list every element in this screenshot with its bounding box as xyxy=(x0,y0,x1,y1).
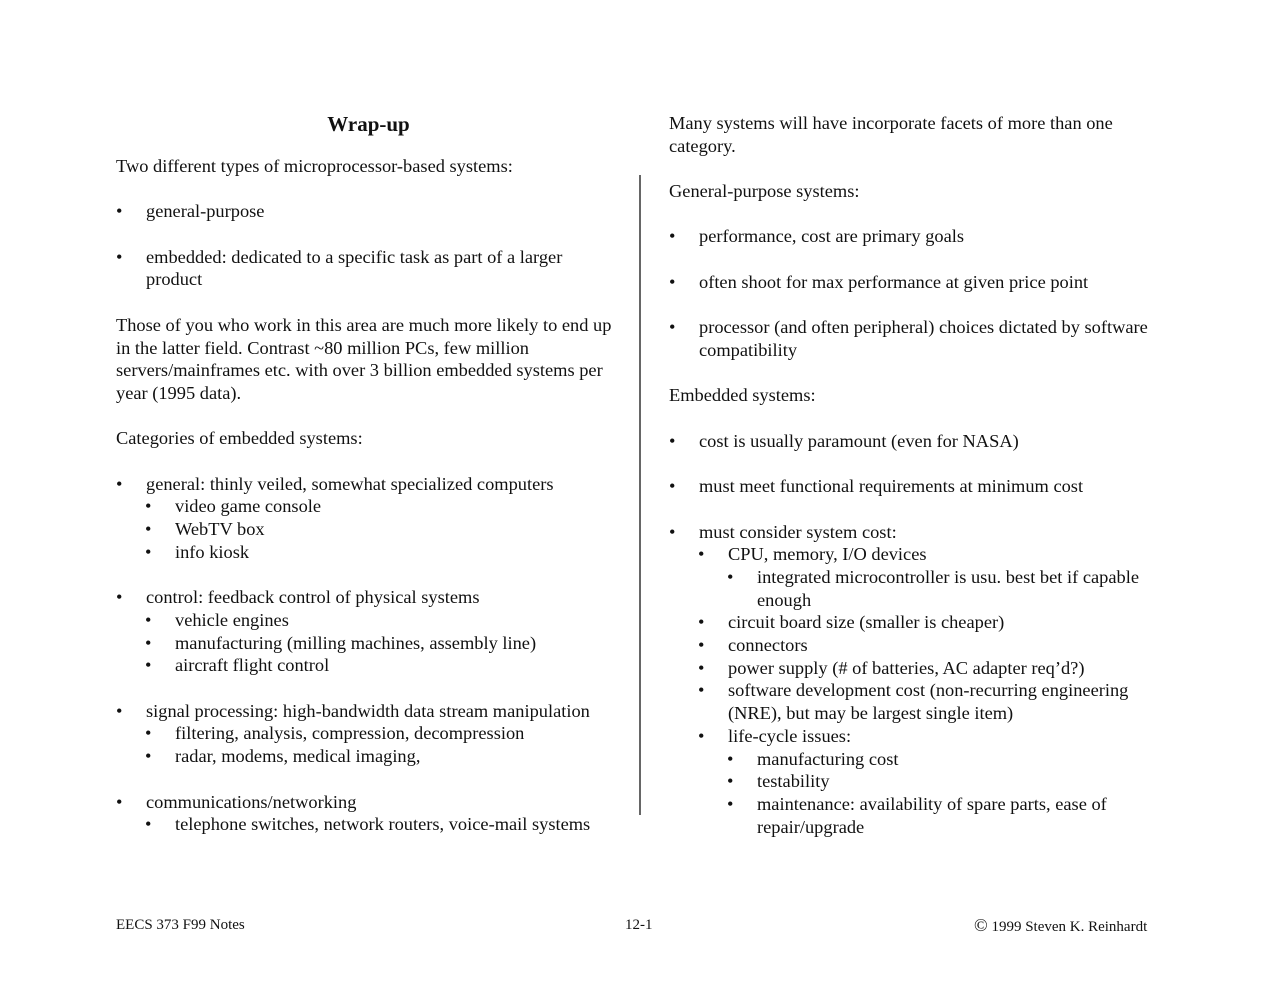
list-item: • power supply (# of batteries, AC adapter req’d?) xyxy=(728,657,1174,680)
list-item: • filtering, analysis, compression, decompression xyxy=(175,722,621,745)
list-item: • embedded: dedicated to a specific task as part of a larger product xyxy=(146,246,621,291)
list-item: • connectors xyxy=(728,634,1174,657)
list-item: • testability xyxy=(757,770,1174,793)
category-label: communications/networking xyxy=(146,791,357,812)
list-item: • performance, cost are primary goals xyxy=(699,225,1174,248)
copyright-text: 1999 Steven K. Reinhardt xyxy=(991,919,1148,935)
list-item: • often shoot for max performance at given price point xyxy=(699,271,1174,294)
category-communications xyxy=(116,791,621,836)
category-control xyxy=(116,586,621,677)
copyright-icon: © xyxy=(974,915,988,935)
list-item: • telephone switches, network routers, voice-mail systems xyxy=(175,813,621,836)
list-item: • processor (and often peripheral) choices dictated by software compatibility xyxy=(699,316,1174,361)
column-divider xyxy=(639,175,641,815)
types-intro: Two different types of microprocessor-based systems: xyxy=(116,156,513,176)
category-label: control: feedback control of physical systems xyxy=(146,587,480,608)
list-item: • software development cost (non-recurring engineering (NRE), but may be largest single item) xyxy=(728,679,1174,724)
right-column xyxy=(669,112,1174,838)
list-item-label: must consider system cost: xyxy=(699,521,897,542)
list-item-label: life-cycle issues: xyxy=(728,725,852,746)
embedded-heading: Embedded systems: xyxy=(669,385,816,406)
footer-page-number: 12-1 xyxy=(625,917,653,933)
left-column xyxy=(116,112,621,836)
list-item: • radar, modems, medical imaging, xyxy=(175,745,621,768)
category-general xyxy=(116,473,621,564)
list-item: • must meet functional requirements at minimum cost xyxy=(699,475,1174,498)
list-item: • general-purpose xyxy=(146,200,621,223)
general-purpose-heading: General-purpose systems: xyxy=(669,181,860,202)
list-item: • cost is usually paramount (even for NASA) xyxy=(699,430,1174,453)
types-list xyxy=(116,200,621,223)
category-label: signal processing: high-bandwidth data stream manipulation xyxy=(146,700,590,721)
facets-intro: Many systems will have incorporate facets of more than one category. xyxy=(669,113,1113,156)
context-paragraph: Those of you who work in this area are much more likely to end up in the latter field. Contrast ~80 million PCs, few million servers/mainframes etc. with over 3 billion embedded systems per year (1995 data). xyxy=(116,314,612,403)
list-item: • vehicle engines xyxy=(175,609,621,632)
list-item: • maintenance: availability of spare parts, ease of repair/upgrade xyxy=(757,793,1174,838)
page-title: Wrap-up xyxy=(327,112,410,136)
category-label: general: thinly veiled, somewhat specialized computers xyxy=(146,473,554,494)
list-item: • integrated microcontroller is usu. best bet if capable enough xyxy=(757,566,1174,611)
categories-heading: Categories of embedded systems: xyxy=(116,428,363,449)
footer-course: EECS 373 F99 Notes xyxy=(116,917,245,933)
category-signal-processing xyxy=(116,700,621,768)
list-item: • info kiosk xyxy=(175,541,621,564)
list-item: • manufacturing (milling machines, assembly line) xyxy=(175,632,621,655)
list-item: • circuit board size (smaller is cheaper) xyxy=(728,611,1174,634)
list-item-label: CPU, memory, I/O devices xyxy=(728,544,927,565)
list-item: • video game console xyxy=(175,495,621,518)
list-item: • WebTV box xyxy=(175,518,621,541)
list-item: • manufacturing cost xyxy=(757,748,1174,771)
list-item: • aircraft flight control xyxy=(175,654,621,677)
footer-copyright xyxy=(974,916,1147,936)
system-cost-list xyxy=(669,521,1174,839)
